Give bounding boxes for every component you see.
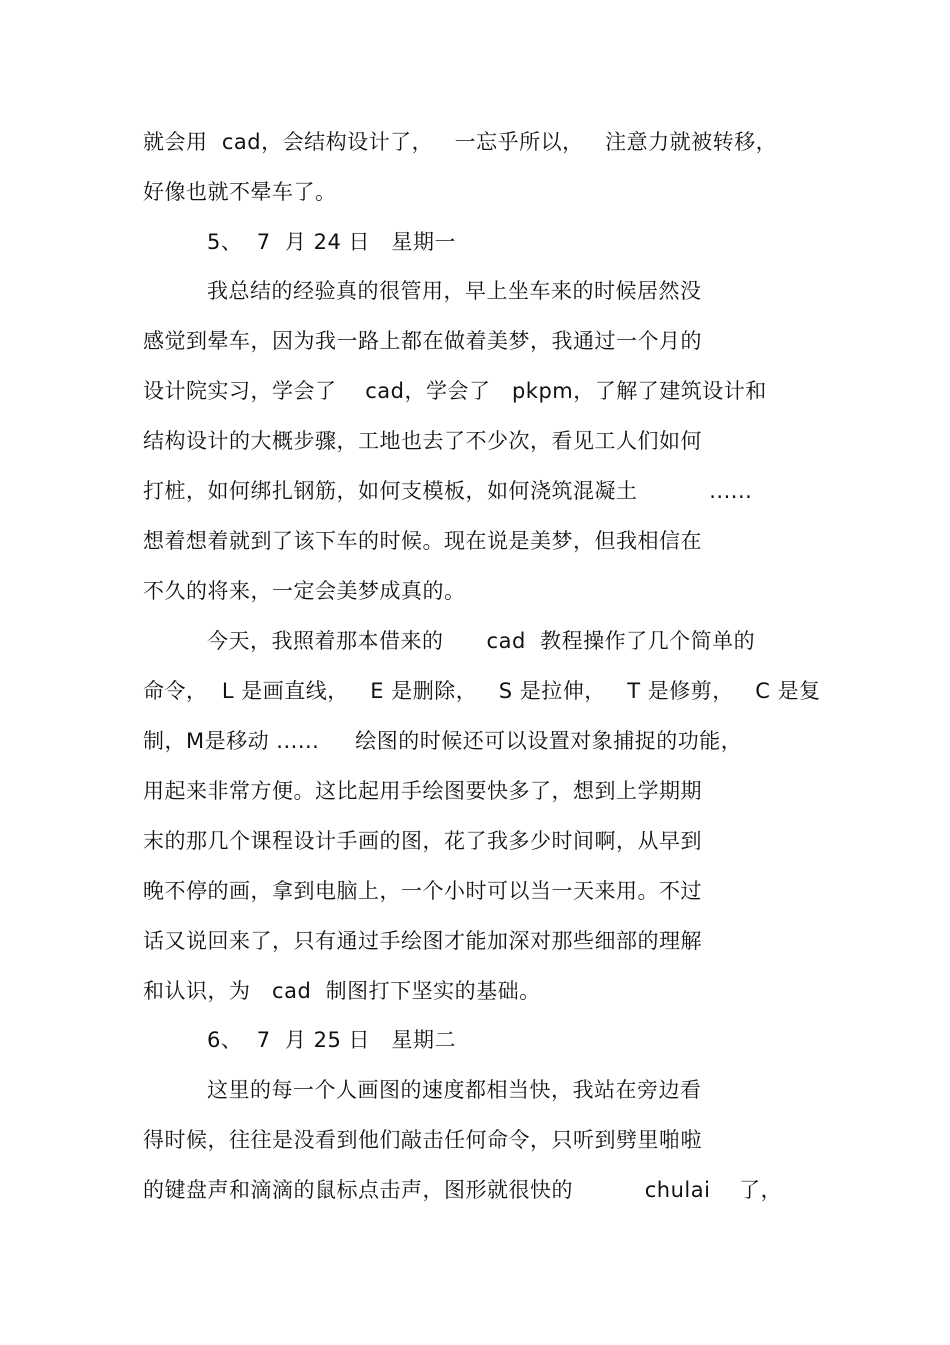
- text-line: 不久的将来，一定会美梦成真的。: [143, 579, 466, 603]
- text-line: 打桩，如何绑扎钢筋，如何支模板，如何浇筑混凝土 ......: [143, 479, 753, 503]
- text-line: 命令， L 是画直线， E 是删除， S 是拉伸， T 是修剪， C 是复: [143, 679, 821, 703]
- text-line: 这里的每一个人画图的速度都相当快，我站在旁边看: [207, 1078, 702, 1102]
- text-line: 设计院实习，学会了 cad，学会了 pkpm，了解了建筑设计和: [143, 379, 767, 403]
- text-line: 就会用 cad，会结构设计了， 一忘乎所以， 注意力就被转移，: [143, 130, 778, 154]
- text-line: 制，M是移动 ...... 绘图的时候还可以设置对象捕捉的功能，: [143, 729, 743, 753]
- text-line: 得时候，往往是没看到他们敲击任何命令，只听到劈里啪啦: [143, 1128, 702, 1152]
- text-line: 我总结的经验真的很管用，早上坐车来的时候居然没: [207, 279, 702, 303]
- text-line: 今天，我照着那本借来的 cad 教程操作了几个简单的: [207, 629, 756, 653]
- text-line: 和认识，为 cad 制图打下坚实的基础。: [143, 979, 541, 1003]
- diary-date-heading: 6、 7 月 25 日 星期二: [207, 1028, 457, 1052]
- text-line: 的键盘声和滴滴的鼠标点击声，图形就很快的 chulai 了，: [143, 1178, 783, 1202]
- text-line: 话又说回来了，只有通过手绘图才能加深对那些细部的理解: [143, 929, 702, 953]
- text-line: 末的那几个课程设计手画的图，花了我多少时间啊，从早到: [143, 829, 702, 853]
- text-line: 想着想着就到了该下车的时候。现在说是美梦，但我相信在: [143, 529, 702, 553]
- text-line: 结构设计的大概步骤，工地也去了不少次，看见工人们如何: [143, 429, 702, 453]
- text-line: 好像也就不晕车了。: [143, 180, 337, 204]
- diary-date-heading: 5、 7 月 24 日 星期一: [207, 230, 457, 254]
- text-line: 感觉到晕车，因为我一路上都在做着美梦，我通过一个月的: [143, 329, 702, 353]
- text-line: 晚不停的画，拿到电脑上，一个小时可以当一天来用。不过: [143, 879, 702, 903]
- text-line: 用起来非常方便。这比起用手绘图要快多了，想到上学期期: [143, 779, 702, 803]
